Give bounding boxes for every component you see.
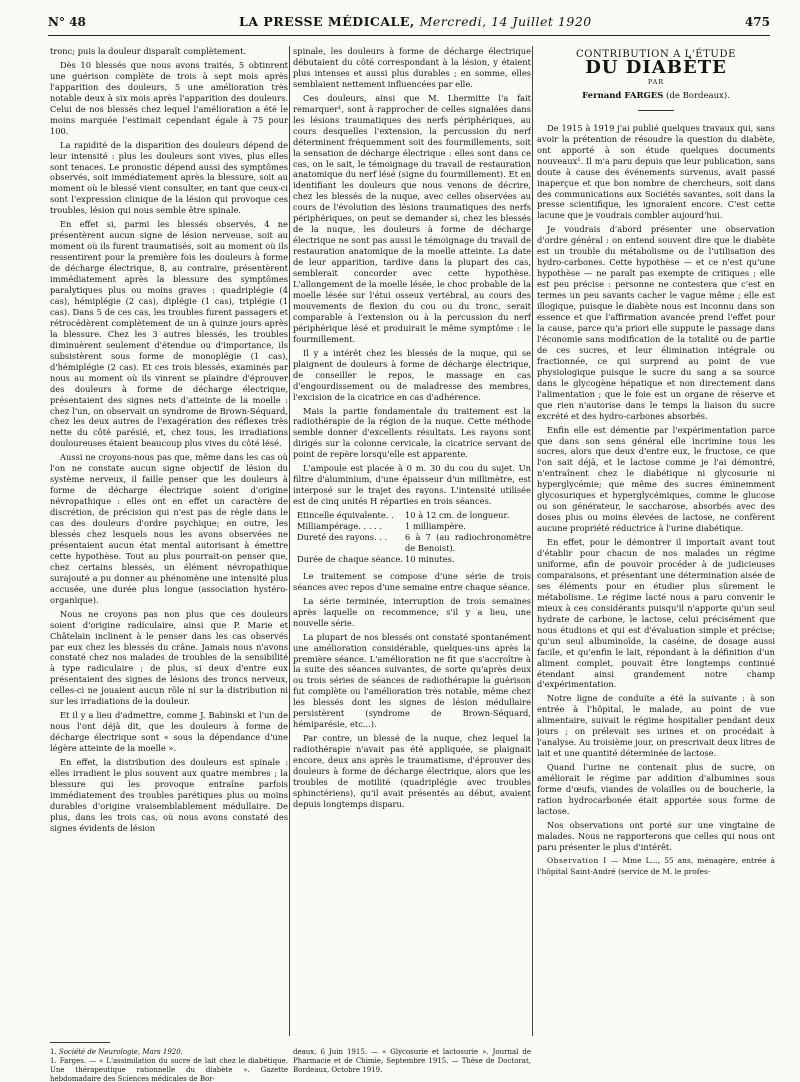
setting-row [297, 532, 531, 554]
setting-label: Milliampérage. . . . . [297, 521, 383, 532]
column-left [50, 46, 288, 1031]
setting-label: Etincelle équivalente. . [297, 510, 394, 521]
article-byline-par: PAR [647, 77, 665, 86]
column-divider [289, 46, 290, 1036]
journal-title: LA PRESSE MÉDICALE, [239, 14, 415, 29]
column-middle [293, 46, 531, 1031]
article-title: DU DIABÈTE [585, 56, 727, 78]
setting-label: Durée de chaque séance. [297, 553, 404, 564]
issue-date: Mercredi, 14 Juillet 1920 [419, 14, 592, 29]
paragraph: De 1915 à 1919 j'ai publié quelques travaux qui, sans avoir la prétention de résoudre la question du diabète, ont apporté à son étude quelques documents nouveaux¹. Il m'a paru depuis que leur publication, sans doute à cause des événements survenus, avait passé inaperçue et que bon nombre de chercheurs, soit dans des communications aux Sociétés savantes, soit dans la presse scientifique, les ignoraient encore. C'est cette lacune que je voudrais combler aujourd'hui. [537, 122, 775, 221]
paragraph: Quand l'urine ne contenait plus de sucre, on améliorait le régime par addition d'albumines sous forme d'œufs, viandes de volailles ou de boucherie, la ration hydrocarbonée était apportée sous forme de lactose. [537, 762, 775, 816]
paragraph: Mais la partie fondamentale du traitement est la radiothérapie de la région de la nuque. Cette méthode semble donner d'excellents résultats. Les rayons sont dirigés sur la colonne cervicale, la cicatrice servant de point de repère lorsqu'elle est apparente. [293, 405, 531, 460]
observation-label: Observation I [547, 855, 607, 865]
paragraph: La rapidité de la disparition des douleurs dépend de leur intensité : plus les douleurs sont vives, plus elles sont tenaces. Le pronostic dépend aussi des symptômes observés, soit immédiatement après la blessure, soit au moment où le blessé vient consulter, en tant que ceux-ci sont l'expression clinique de la lésion qui provoque ces troubles, lésion qui nous semble être spinale. [50, 139, 288, 216]
paragraph: La plupart de nos blessés ont constaté spontanément une amélioration considérable, quelques-uns après la première séance. L'amélioration ne fit que s'accroître à la suite des séances suivantes, de sorte qu'après deux ou trois séries de séances de radiothérapie la guérison fut complète ou l'amélioration très notable, même chez les blessés dont les signes de lésion médullaire persistèrent (syndrome de Brown-Séquard, hémiparésie, etc...). [293, 631, 531, 730]
page-number: 475 [744, 15, 770, 29]
paragraph: Je voudrais d'abord présenter une observation d'ordre général : on entend souvent dire que le diabète est un trouble du métabolisme ou de l'utilisation des hydro-carbones. Cette hypothèse — et ce n'est qu'une hypothèse — ne paraît pas exempte de critiques ; elle est peu précise : personne ne contestera que c'est en termes un peu savants cacher le vague même ; elle est illogique, puisque le diabète nous est inconnu dans son essence et que l'affirmation avancée prend l'effet pour la cause, parce qu'a priori elle suppute le passage dans l'économie sans modification de la totalité ou de partie de ces sucres, et leur élimination intégrale ou fractionnée, ce qui surprend au point de vue physiologique puisque le sucre du sang a sa source dans le glycogène hépatique et non directement dans l'alimentation ; que le foie est un organe de réserve et que rien n'autorise dans le temps la liaison du sucre excrété et des hydro-carbones absorbés. [537, 224, 775, 421]
column-right [537, 46, 775, 1031]
footnote-rule [50, 1042, 110, 1043]
footnote [50, 1057, 288, 1082]
page-header [48, 14, 770, 34]
paragraph: Ces douleurs, ainsi que M. Lhermitte l'a fait remarquer¹, sont à rapprocher de celles signalées dans les lésions traumatiques des nerfs périphériques, au cours desquelles l'extension, la percussion du nerf déterminent fréquemment soit des fourmillements, soit la sensation de décharge électrique : elles sont dans ce cas, on le sait, le témoignage du travail de restauration anatomique du nerf lésé (signe du fourmillement). Et en identifiant les douleurs que nous venons de décrire, chez les blessés de la nuque, avec celles observées au cours de l'évolution des lésions traumatiques des nerfs périphériques, on peut se demander si, chez les blessés de la nuque, les douleurs à forme de décharge électrique ne sont pas aussi le témoignage du travail de restauration anatomique de la moelle atteinte. La date de leur apparition, tardive dans la plupart des cas, semblerait concorder avec cette hypothèse. L'allongement de la moelle lésée, le choc probable de la moelle lésée sur l'étui osseux vertébral, au cours des mouvements de flexion du cou ou du tronc, serait comparable à l'extension ou à la percussion du nerf périphérique lésé et produirait le même symptôme : le fourmillement. [293, 92, 531, 344]
footnote-text: Société de Neurologie, Mars 1920. [58, 1048, 183, 1056]
paragraph: spinale, les douleurs à forme de décharge électrique débutaient du côté correspondant à la lésion, y étaient plus intenses et aussi plus durables ; en somme, elles semblaient nettement influencées par elle. [293, 46, 531, 89]
setting-row [297, 521, 531, 532]
paragraph: tronc; puis la douleur disparaît complètement. [50, 46, 247, 56]
column-divider [532, 46, 533, 1036]
footnote-text: deaux, 6 Juin 1915. — « Glycosurie et lactosurie ». Journal de Pharmacie et de Chimie, Septembre 1915. — Thèse de Doctorat, Bordeaux, Octobre 1919. [293, 1048, 531, 1074]
masthead [239, 14, 592, 29]
paragraph: Dès 10 blessés que nous avons traités, 5 obtinrent une guérison complète de trois à sept mois après l'apparition des douleurs, 5 une amélioration très notable deux à six mois après l'apparition des douleurs. Celui de nos blessés chez lequel l'amélioration a été le moins marquée l'estimait cependant égale à 75 pour 100. [50, 59, 288, 136]
header-rule [48, 35, 770, 36]
paragraph: Nos observations ont porté sur une vingtaine de malades. Nous ne rapporterons que celles qui nous ont paru présenter le plus d'intérêt. [537, 819, 775, 852]
author-name: Fernand FARGES [582, 90, 664, 101]
article-kicker: CONTRIBUTION A L'ÉTUDE [576, 49, 736, 60]
setting-value: 6 à 7 (au radiochronomètre de Benoist). [405, 531, 531, 553]
footnote-continuation [293, 1048, 531, 1075]
author-place: (de Bordeaux). [666, 90, 730, 101]
setting-row [297, 554, 531, 565]
article-author [537, 91, 775, 102]
paragraph: Il y a intérêt chez les blessés de la nuque, qui se plaignent de douleurs à forme de décharge électrique, de conseiller le repos, le massage en cas d'engourdissement ou de maladresse des membres, l'excision de la cicatrice en cas d'adhérence. [293, 347, 531, 402]
paragraph: Notre ligne de conduite a été la suivante : à son entrée à l'hôpital, le malade, au point de vue alimentaire, suivait le régime hospitalier pendant deux jours ; on prélevait ses urines et on procédait à l'analyse. Au troisième jour, on prescrivait deux litres de lait et une quantité déterminée de lactose. [537, 693, 775, 759]
setting-value: 10 minutes. [405, 553, 455, 564]
radiotherapy-settings [297, 510, 531, 565]
paragraph: Par contre, un blessé de la nuque, chez lequel la radiothérapie n'avait pas été appliquée, se plaignait encore, deux ans après le traumatisme, d'éprouver des douleurs à forme de décharge électrique, alors que les troubles de motilité (quadriplégie avec troubles sphinctériens), qu'il avait présentés au début, avaient depuis longtemps disparu. [293, 733, 531, 809]
issue-number: N° 48 [48, 15, 86, 29]
observation-text: — Mme L..., 55 ans, ménagère, entrée à l'hôpital Saint-André (service de M. le profes- [537, 855, 775, 876]
footnote-text: Farges. — « L'assimilation du sucre de lait chez le diabétique. Une thérapeutique rationnelle du diabète ». Gazette hebdomadaire des Sciences médicales de Bor- [50, 1057, 288, 1082]
paragraph: En effet, la distribution des douleurs est spinale : elles irradient le plus souvent aux quatre membres ; la blessure qui les provoque entraîne parfois immédiatement des troubles parétiques plus ou moins durables d'origine vraisemblablement médullaire. De plus, dans les trois cas, où nous avons constaté des signes évidents de lésion [50, 757, 288, 833]
setting-value: 1 milliampère. [405, 521, 466, 532]
observation-paragraph [537, 856, 775, 878]
paragraph: La série terminée, interruption de trois semaines après laquelle on recommence, s'il y a lieu, une nouvelle série. [293, 595, 531, 628]
footnotes-left [50, 1048, 288, 1082]
paragraph: L'ampoule est placée à 0 m. 30 du cou du sujet. Un filtre d'aluminium, d'une épaisseur d'un millimètre, est interposé sur le trajet des rayons. L'intensité utilisée est de cinq unités H réparties en trois séances. [293, 463, 531, 507]
paragraph: Et il y a lieu d'admettre, comme J. Babinski et l'un de nous l'ont déjà dit, que les douleurs à forme de décharge électrique sont « sous la dépendance d'une légère atteinte de la moelle ». [50, 710, 288, 754]
paragraph: Enfin elle est démentie par l'expérimentation parce que dans son sens général elle incrimine tous les sucres, alors que deux d'entre eux, le fructose, ce que l'on sait déjà, et le lactose comme je l'ai démontré, n'entraînent chez le diabétique ni glycosurie ni hyperglycémie; que même des sucres éminemment glycosuriques et hyperglycémiques, comme le glucose ou son générateur, le saccharose, absorbés avec des doses plus ou moins élevées de lactose, ne confèrent aucune propriété réductrice à l'urine diabétique. [537, 424, 775, 534]
paragraph: Nous ne croyons pas non plus que ces douleurs soient d'origine radiculaire, ainsi que P. Marie et Châtelain inclinent à le penser dans les cas observés par eux chez les blessés du crâne. Jamais nous n'avons constaté chez nos malades de troubles de la sensibilité à type radiculaire ; de plus, si deux d'entre eux présentaient des signes de lésions des troncs nerveux, celles-ci ne jouaient aucun rôle ni sur la distribution ni sur les irradiations de la douleur. [50, 608, 288, 707]
title-rule [638, 110, 674, 111]
footnote [50, 1048, 288, 1057]
setting-value: 10 à 12 cm. de longueur. [405, 510, 510, 521]
setting-label: Dureté des rayons. . . [297, 531, 388, 542]
paragraph: En effet si, parmi les blessés observés, 4 ne présentèrent aucun signe de lésion nerveuse, soit au moment où ils furent traumatisés, soit au moment où ils ressentirent pour la première fois les douleurs à forme de décharge électrique, 8, au contraire, présentèrent immédiatement après la blessure des symptômes paralytiques plus ou moins graves : quadriplégie (4 cas), hémiplégie (2 cas), diplégie (1 cas), triplégie (1 cas). Dans 5 de ces cas, les troubles furent passagers et rétrocédèrent complètement de un à quinze jours après la blessure. Chez les 3 autres blessés, les troubles diminuèrent seulement d'étendue ou d'importance, ils subsistèrent sous forme de monoplégie (1 cas), d'hémiplégie (2 cas). Et ces trois blessés, examinés par nous au moment où ils vinrent se plaindre d'éprouver des douleurs à forme de décharge électrique, présentaient des signes nets d'atteinte de la moelle : chez l'un, on observait un syndrome de Brown-Séquard, chez les deux autres de l'exagération des réflexes très nette du côté parésié, et, chez tous, les irradiations douloureuses étaient beaucoup plus vives du côté lésé. [50, 219, 288, 449]
footnote-number: 1. [50, 1048, 57, 1056]
footnote-number: 1. [50, 1057, 57, 1065]
paragraph: Le traitement se compose d'une série de trois séances avec repos d'une semaine entre chaque séance. [293, 570, 531, 592]
setting-row [297, 510, 531, 521]
paragraph: Aussi ne croyons-nous pas que, même dans les cas où l'on ne constate aucun signe objectif de lésion du système nerveux, il faille penser que les douleurs à forme de décharge électrique soient d'origine névropathique : elles ont en effet un caractère de discrétion, de précision qui n'est pas de règle dans le cas des douleurs d'ordre psychique; en outre, les blessés chez lesquels nous les avons observées ne présentaient aucun état mental autorisant à émettre cette hypothèse. Tout au plus pourrait-on penser que, chez certains blessés, un élément névropathique surajouté a pu donner au phénomène une intensité plus accusée, une durée plus longue (association hystéro-organique). [50, 452, 288, 605]
paragraph: En effet, pour le démontrer il importait avant tout d'établir pour chacun de nos malades un régime uniforme, afin de pouvoir procéder à de judicieuses comparaisons, et présentant une détermination aisée de ses éléments pour en étudier plus sûrement le métabolisme. Le régime lacté nous a paru convenir le mieux à ces considérants puisqu'il n'apporte qu'un seul hydrate de carbone, le lactose, celui précisément que nous étudions et qui est d'évaluation simple et précise; qu'un seul albuminoïde, la caséine, de dosage aussi facile, et qu'enfin le lait, répondant à la définition d'un aliment complet, pouvait être longtemps continué étendant ainsi grandement notre champ d'expérimentation. [537, 537, 775, 690]
